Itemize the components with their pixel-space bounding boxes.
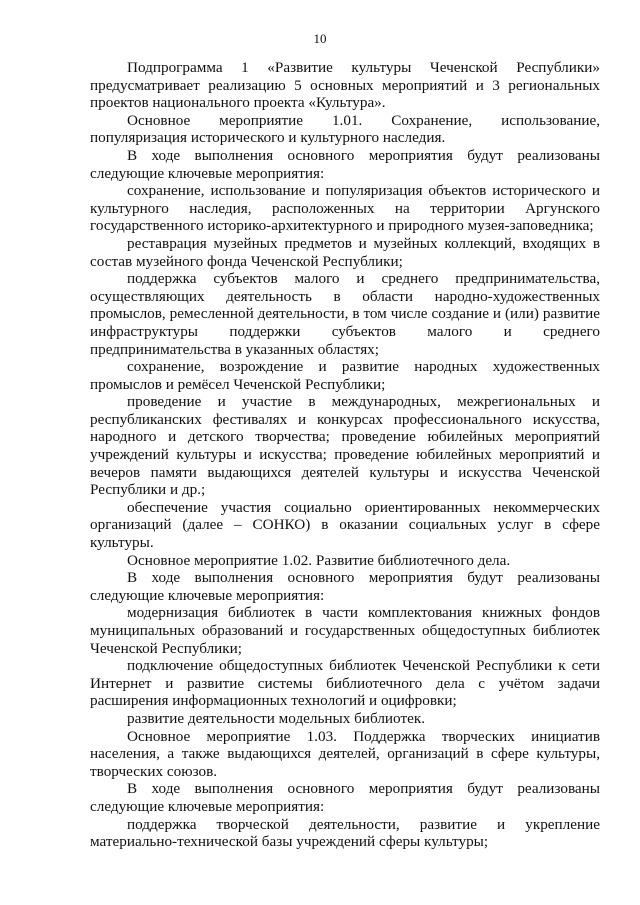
paragraph-list-item: развитие деятельности модельных библиотек. [127, 709, 425, 727]
paragraph-list-item: проведение и участие в международных, межрегиональных и республиканских фестивалях и конкурсах профессионального искусства, народного и детского творчества; проведение юбилейных мероприятий учреждений культуры и искусства; проведение юбилейных мероприятий и вечеров памяти выдающихся деятелей культуры и искусства Чеченской Республики и др.; [90, 393, 600, 499]
paragraph-list-item: модернизация библиотек в части комплектования книжных фондов муниципальных образований и государственных общедоступных библиотек Чеченской Республики; [90, 604, 600, 657]
paragraph-list-item: обеспечение участия социально ориентированных некоммерческих организаций (далее – СОНКО) в оказании социальных услуг в сфере культуры. [90, 498, 600, 552]
paragraph-measure-1-03-heading: Основное мероприятие 1.03. Поддержка творческих инициатив населения, а также выдающихся деятелей, организаций в сфере культуры, творческих союзов. [90, 727, 600, 780]
paragraph-key-measures-intro: В ходе выполнения основного мероприятия будут реализованы следующие ключевые мероприятия: [90, 146, 600, 182]
paragraph-list-item: реставрация музейных предметов и музейных коллекций, входящих в состав музейного фонда Чеченской Республики; [90, 234, 600, 270]
paragraph-list-item: поддержка творческой деятельности, развитие и укрепление материально-технической базы учреждений сферы культуры; [90, 815, 600, 851]
paragraph-list-item: поддержка субъектов малого и среднего предпринимательства, осуществляющих деятельность в области народно-художественных промыслов, ремесленной деятельности, в том числе создание и (или) развитие инфраструктуры поддержки субъектов малого и среднего предпринимательства в указанных областях; [90, 270, 600, 358]
paragraph-list-item: сохранение, использование и популяризация объектов исторического и культурного наследия, расположенных на территории Аргунского государственного историко-архитектурного и природного музея-заповедника; [90, 182, 600, 235]
paragraph-subprogram-intro: Подпрограмма 1 «Развитие культуры Чеченской Республики» предусматривает реализацию 5 основных мероприятий и 3 региональных проектов национального проекта «Культура». [90, 59, 600, 112]
paragraph-key-measures-intro: В ходе выполнения основного мероприятия будут реализованы следующие ключевые мероприятия: [90, 780, 600, 815]
document-body [90, 59, 600, 851]
paragraph-key-measures-intro: В ходе выполнения основного мероприятия будут реализованы следующие ключевые мероприятия: [90, 569, 600, 604]
paragraph-measure-1-02-heading: Основное мероприятие 1.02. Развитие библиотечного дела. [127, 551, 511, 569]
paragraph-measure-1-01-heading: Основное мероприятие 1.01. Сохранение, использование, популяризация исторического и культурного наследия. [90, 111, 600, 147]
paragraph-list-item: подключение общедоступных библиотек Чеченской Республики к сети Интернет и развитие системы библиотечного дела с учётом задачи расширения информационных технологий и оцифровки; [90, 657, 600, 710]
page-number: 10 [313, 31, 327, 46]
paragraph-list-item: сохранение, возрождение и развитие народных художественных промыслов и ремёсел Чеченской Республики; [90, 358, 600, 393]
